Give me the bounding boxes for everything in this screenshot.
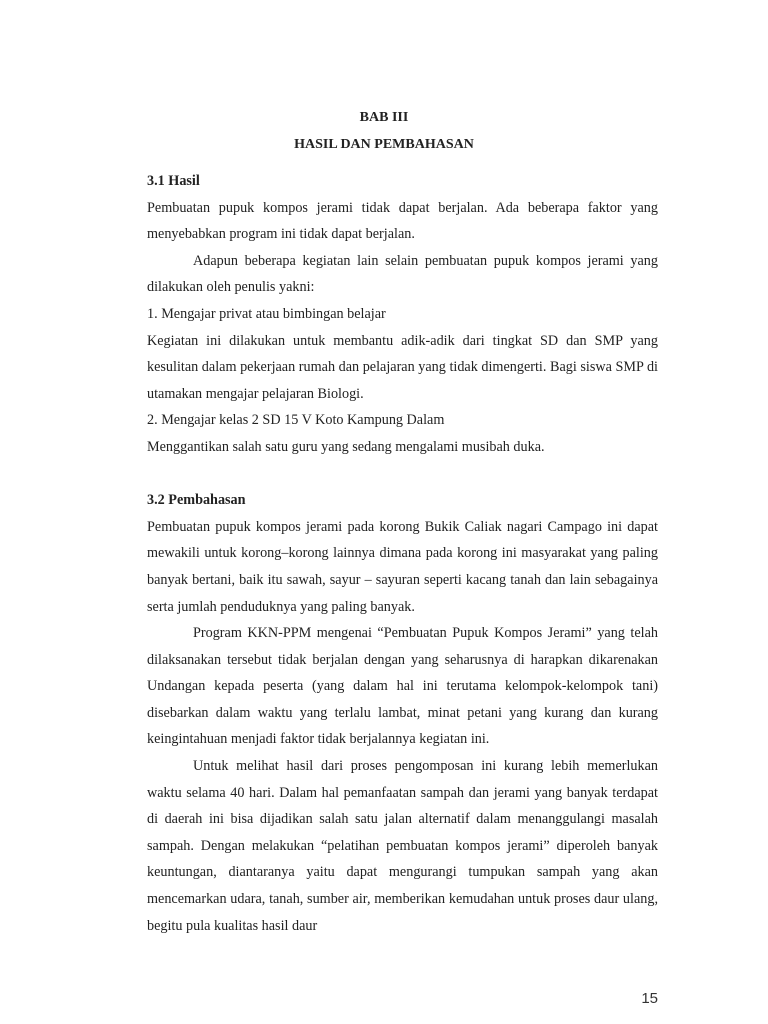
list-item-title: 1. Mengajar privat atau bimbingan belajar bbox=[147, 305, 386, 322]
page-number: 15 bbox=[641, 990, 658, 1007]
section-heading-hasil: 3.1 Hasil bbox=[147, 173, 200, 189]
paragraph: Adapun beberapa kegiatan lain selain pembuatan pupuk kompos jerami yang dilakukan oleh penulis yakni: bbox=[147, 252, 658, 296]
paragraph: Pembuatan pupuk kompos jerami pada korong Bukik Caliak nagari Campago ini dapat mewakili untuk korong–korong lainnya dimana pada korong ini masyarakat yang paling banyak bertani, baik itu sawah, sayur – sayuran seperti kacang tanah dan lain sebagainya serta jumlah penduduknya yang paling banyak. bbox=[147, 518, 658, 615]
paragraph: Pembuatan pupuk kompos jerami tidak dapat berjalan. Ada beberapa faktor yang menyebabkan program ini tidak dapat berjalan. bbox=[147, 199, 658, 243]
section-spacer bbox=[147, 461, 658, 488]
chapter-number: BAB III bbox=[359, 110, 409, 125]
body-text bbox=[147, 168, 658, 939]
paragraph: Menggantikan salah satu guru yang sedang mengalami musibah duka. bbox=[147, 438, 545, 455]
paragraph: Kegiatan ini dilakukan untuk membantu adik-adik dari tingkat SD dan SMP yang kesulitan dalam pekerjaan rumah dan pelajaran yang tidak dimengerti. Bagi siswa SMP di utamakan mengajar pelajaran Biologi. bbox=[147, 332, 658, 402]
paragraph: Program KKN-PPM mengenai “Pembuatan Pupuk Kompos Jerami” yang telah dilaksanakan tersebut tidak berjalan dengan yang seharusnya di harapkan dikarenakan Undangan kepada peserta (yang dalam hal ini terutama kelompok-kelompok tani) disebarkan dalam waktu yang terlalu lambat, minat petani yang kurang dan kurang keingintahuan menjadi faktor tidak berjalannya kegiatan ini. bbox=[147, 625, 658, 748]
paragraph: Untuk melihat hasil dari proses pengomposan ini kurang lebih memerlukan waktu selama 40 hari. Dalam hal pemanfaatan sampah dan jerami yang banyak terdapat di daerah ini bisa dijadikan salah satu jalan alternatif dalam menanggulangi masalah sampah. Dengan melakukan “pelatihan pembuatan kompos jerami” diperoleh banyak keuntungan, diantaranya yaitu dapat mengurangi tumpukan sampah yang akan mencemarkan udara, tanah, sumber air, memberikan kemudahan untuk proses daur ulang, begitu pula kualitas hasil daur bbox=[147, 758, 658, 934]
list-item-title: 2. Mengajar kelas 2 SD 15 V Koto Kampung Dalam bbox=[147, 412, 445, 429]
section-heading-pembahasan: 3.2 Pembahasan bbox=[147, 492, 246, 509]
chapter-title: HASIL DAN PEMBAHASAN bbox=[294, 137, 474, 152]
